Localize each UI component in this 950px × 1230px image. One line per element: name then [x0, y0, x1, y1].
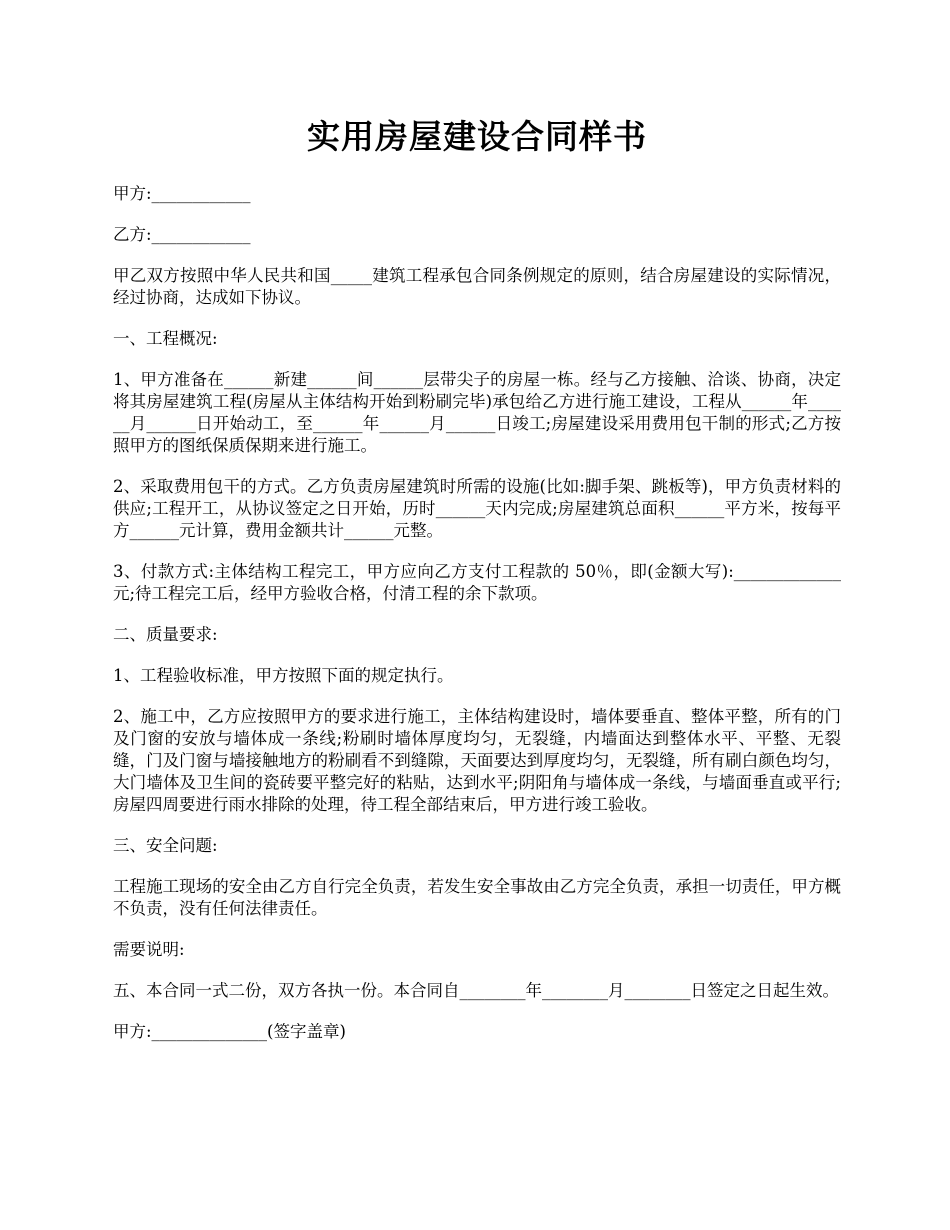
clause-5: 五、本合同一式二份，双方各执一份。本合同自________年________月________日签定之日起生效。	[113, 981, 839, 1000]
clause-2-1: 1、工程验收标准，甲方按照下面的规定执行。	[113, 666, 454, 685]
signature-line-party-a: 甲方:______________(签字盖章)	[113, 1022, 346, 1041]
clause-3-1: 工程施工现场的安全由乙方自行完全负责，若发生安全事故由乙方完全负责，承担一切责任，甲方概不负责，没有任何法律责任。	[113, 877, 841, 918]
clause-2-2: 2、施工中，乙方应按照甲方的要求进行施工，主体结构建设时，墙体要垂直、整体平整，所有的门及门窗的安放与墙体成一条线;粉刷时墙体厚度均匀，无裂缝，内墙面达到整体水平、平整、无裂缝，门及门窗与墙接触地方的粉刷看不到缝隙，天面要达到厚度均匀，无裂缝，所有刷白颜色均匀，大门墙体及卫生间的瓷砖要平整完好的粘贴，达到水平;阴阳角与墙体成一条线，与墙面垂直或平行;房屋四周要进行雨水排除的处理，待工程全部结束后，甲方进行竣工验收。	[113, 707, 841, 814]
clause-1-2: 2、采取费用包干的方式。乙方负责房屋建筑时所需的设施(比如:脚手架、跳板等)，甲方负责材料的供应;工程开工，从协议签定之日开始，历时______天内完成;房屋建筑总面积______平方米，按每平方______元计算，费用金额共计______元整。	[113, 477, 841, 540]
document-page	[113, 0, 841, 1043]
party-b-line: 乙方:____________	[113, 225, 251, 244]
party-a-line: 甲方:____________	[113, 184, 251, 203]
section-heading-safety: 三、安全问题:	[113, 836, 218, 855]
section-heading-quality: 二、质量要求:	[113, 625, 218, 644]
clause-1-3: 3、付款方式:主体结构工程完工，甲方应向乙方支付工程款的 50％，即(金额大写):_____________元;待工程完工后，经甲方验收合格，付清工程的余下款项。	[113, 562, 841, 603]
section-heading-project-overview: 一、工程概况:	[113, 329, 218, 348]
clause-1-1: 1、甲方准备在______新建______间______层带尖子的房屋一栋。经与乙方接触、洽谈、协商，决定将其房屋建筑工程(房屋从主体结构开始到粉刷完毕)承包给乙方进行施工建设，工程从______年______月______日开始动工，至______年______月______日竣工;房屋建设采用费用包干制的形式;乙方按照甲方的图纸保质保期来进行施工。	[113, 370, 841, 455]
preamble-paragraph: 甲乙双方按照中华人民共和国_____建筑工程承包合同条例规定的原则，结合房屋建设的实际情况，经过协商，达成如下协议。	[113, 266, 841, 307]
document-title: 实用房屋建设合同样书	[307, 117, 647, 156]
section-heading-notes: 需要说明:	[113, 940, 185, 959]
